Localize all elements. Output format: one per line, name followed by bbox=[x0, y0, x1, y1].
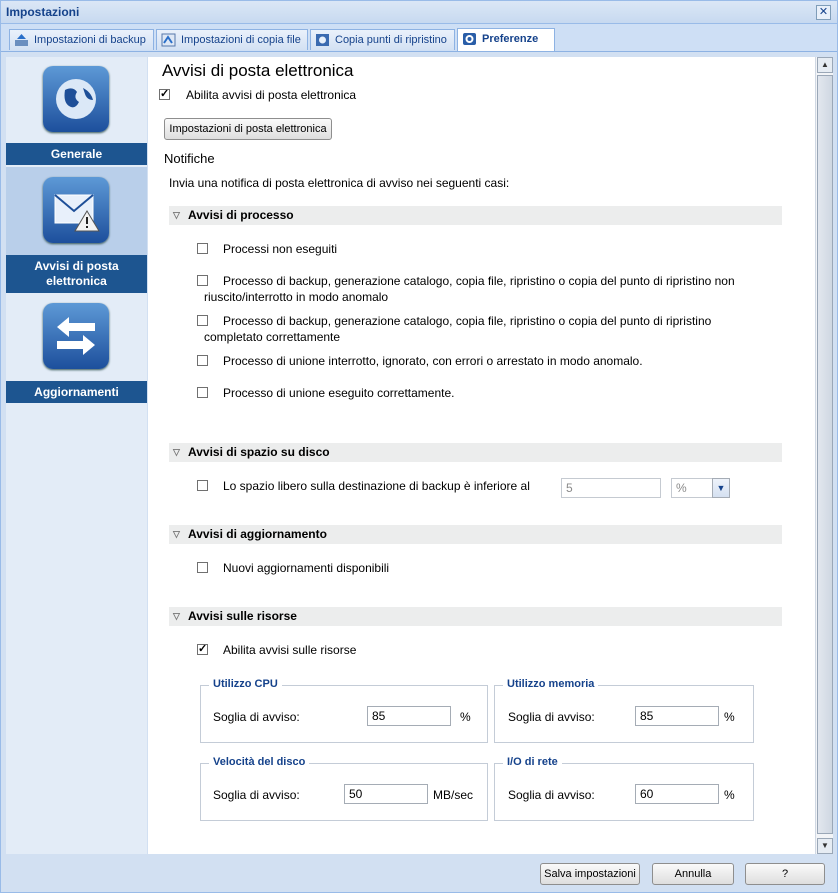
disk-speed-threshold-input[interactable]: 50 bbox=[344, 784, 428, 804]
scroll-down-icon[interactable]: ▼ bbox=[817, 838, 833, 854]
threshold-label: Soglia di avviso: bbox=[508, 788, 595, 802]
process-alerts-section-header[interactable] bbox=[169, 206, 782, 225]
group-legend: Velocità del disco bbox=[209, 756, 309, 768]
low-disk-space-checkbox[interactable] bbox=[197, 480, 208, 491]
collapse-triangle-icon: ▽ bbox=[173, 210, 180, 220]
scroll-up-icon[interactable]: ▲ bbox=[817, 57, 833, 73]
chevron-down-icon[interactable]: ▼ bbox=[712, 478, 730, 498]
memory-usage-group bbox=[494, 678, 754, 743]
enable-email-alerts-label: Abilita avvisi di posta elettronica bbox=[186, 88, 357, 102]
sidebar bbox=[6, 57, 147, 854]
unit-label: % bbox=[724, 710, 735, 724]
disk-speed-group bbox=[200, 756, 488, 821]
process-abnormal-label: Processo di backup, generazione catalogo, copia file, ripristino o copia del punto di ripristino non bbox=[223, 274, 735, 288]
notifications-intro: Invia una notifica di posta elettronica di avviso nei seguenti casi: bbox=[169, 176, 510, 190]
update-arrows-icon bbox=[43, 303, 109, 369]
threshold-label: Soglia di avviso: bbox=[213, 788, 300, 802]
file-copy-icon bbox=[161, 33, 176, 47]
sidebar-item-label: Avvisi di posta elettronica bbox=[6, 255, 147, 293]
disk-threshold-input[interactable]: 5 bbox=[561, 478, 661, 498]
resource-alerts-section-header[interactable] bbox=[169, 607, 782, 626]
tab-copy-restore-points[interactable] bbox=[310, 29, 455, 50]
window-title: Impostazioni bbox=[6, 5, 80, 19]
sidebar-item-generale[interactable] bbox=[6, 57, 147, 165]
process-abnormal-label-cont: riuscito/interrotto in modo anomalo bbox=[204, 290, 389, 304]
restore-point-icon bbox=[315, 33, 330, 47]
globe-icon bbox=[43, 66, 109, 132]
process-success-checkbox[interactable] bbox=[197, 315, 208, 326]
group-legend: I/O di rete bbox=[503, 756, 562, 768]
page-title: Avvisi di posta elettronica bbox=[162, 61, 354, 80]
unit-label: % bbox=[724, 788, 735, 802]
preferences-icon bbox=[462, 32, 477, 46]
disk-unit-select[interactable]: % bbox=[671, 478, 713, 498]
sidebar-item-email-alerts[interactable] bbox=[6, 167, 147, 293]
new-updates-checkbox[interactable] bbox=[197, 562, 208, 573]
tab-preferences[interactable] bbox=[457, 28, 555, 51]
sidebar-item-label: Aggiornamenti bbox=[6, 381, 147, 403]
unit-label: % bbox=[460, 710, 471, 724]
process-abnormal-checkbox[interactable] bbox=[197, 275, 208, 286]
process-success-label: Processo di backup, generazione catalogo, copia file, ripristino o copia del punto di ripristino bbox=[223, 314, 712, 328]
enable-resource-alerts-label: Abilita avvisi sulle risorse bbox=[223, 643, 357, 657]
collapse-triangle-icon: ▽ bbox=[173, 529, 180, 539]
merge-success-label: Processo di unione eseguito correttamente. bbox=[223, 386, 455, 400]
enable-resource-alerts-checkbox[interactable] bbox=[197, 644, 208, 655]
merge-success-checkbox[interactable] bbox=[197, 387, 208, 398]
sidebar-item-label: Generale bbox=[6, 143, 147, 165]
disk-alerts-section-header[interactable] bbox=[169, 443, 782, 462]
new-updates-label: Nuovi aggiornamenti disponibili bbox=[223, 561, 390, 575]
email-settings-button[interactable]: Impostazioni di posta elettronica bbox=[164, 118, 332, 140]
close-icon[interactable]: ✕ bbox=[816, 5, 831, 20]
tab-label: Copia punti di ripristino bbox=[335, 34, 447, 46]
unit-label: MB/sec bbox=[433, 788, 474, 802]
save-settings-button[interactable]: Salva impostazioni bbox=[540, 863, 640, 885]
group-legend: Utilizzo CPU bbox=[209, 678, 282, 690]
section-title: Avvisi di aggiornamento bbox=[188, 527, 327, 541]
cancel-button[interactable]: Annulla bbox=[652, 863, 734, 885]
footer-bar bbox=[1, 855, 837, 892]
merge-failed-label: Processo di unione interrotto, ignorato, con errori o arrestato in modo anomalo. bbox=[223, 354, 643, 368]
update-alerts-section-header[interactable] bbox=[169, 525, 782, 544]
section-title: Avvisi di spazio su disco bbox=[188, 445, 330, 459]
backup-icon bbox=[14, 33, 29, 47]
title-bar bbox=[1, 1, 837, 24]
group-legend: Utilizzo memoria bbox=[503, 678, 598, 690]
threshold-label: Soglia di avviso: bbox=[508, 710, 595, 724]
network-io-threshold-input[interactable]: 60 bbox=[635, 784, 719, 804]
process-failed-checkbox[interactable] bbox=[197, 243, 208, 254]
merge-failed-checkbox[interactable] bbox=[197, 355, 208, 366]
process-failed-label: Processi non eseguiti bbox=[223, 242, 338, 256]
low-disk-space-label: Lo spazio libero sulla destinazione di backup è inferiore al bbox=[223, 479, 530, 493]
tab-strip bbox=[1, 24, 837, 52]
help-button[interactable]: ? bbox=[745, 863, 825, 885]
cpu-threshold-input[interactable]: 85 bbox=[367, 706, 451, 726]
tab-label: Impostazioni di backup bbox=[34, 34, 146, 46]
tab-label: Preferenze bbox=[482, 33, 539, 45]
tab-backup-settings[interactable] bbox=[9, 29, 154, 50]
scroll-thumb[interactable] bbox=[817, 75, 833, 834]
email-warning-icon bbox=[43, 177, 109, 243]
collapse-triangle-icon: ▽ bbox=[173, 611, 180, 621]
enable-email-alerts-checkbox[interactable] bbox=[159, 89, 170, 100]
vertical-scrollbar[interactable] bbox=[815, 57, 833, 854]
notifications-heading: Notifiche bbox=[164, 151, 215, 166]
section-title: Avvisi di processo bbox=[188, 208, 294, 222]
tab-label: Impostazioni di copia file bbox=[181, 34, 301, 46]
network-io-group bbox=[494, 756, 754, 821]
threshold-label: Soglia di avviso: bbox=[213, 710, 300, 724]
section-title: Avvisi sulle risorse bbox=[188, 609, 297, 623]
process-success-label-cont: completato correttamente bbox=[204, 330, 341, 344]
memory-threshold-input[interactable]: 85 bbox=[635, 706, 719, 726]
tab-file-copy-settings[interactable] bbox=[156, 29, 308, 50]
sidebar-item-aggiornamenti[interactable] bbox=[6, 295, 147, 405]
cpu-usage-group bbox=[200, 678, 488, 743]
collapse-triangle-icon: ▽ bbox=[173, 447, 180, 457]
